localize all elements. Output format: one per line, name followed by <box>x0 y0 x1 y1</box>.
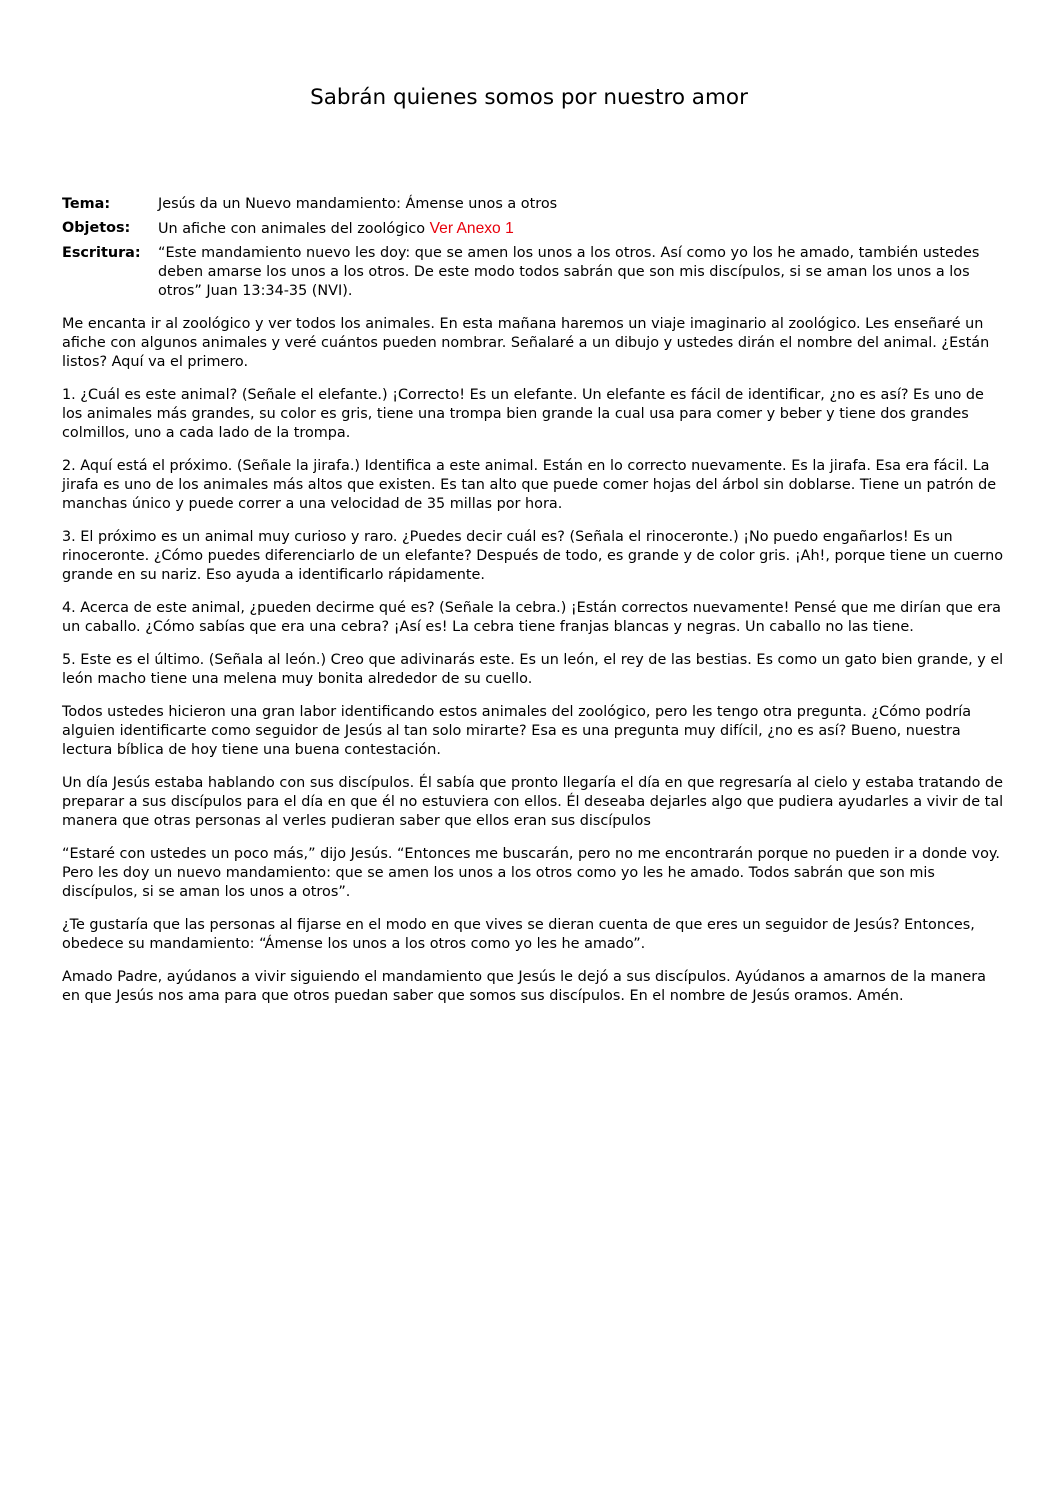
objetos-value: Un afiche con animales del zoológico <box>158 221 430 237</box>
paragraph: 1. ¿Cuál es este animal? (Señale el elefante.) ¡Correcto! Es un elefante. Un elefante es fácil de identificar, ¿no es así? Es uno de los animales más grandes, su color es gris, tiene una trompa bien grande la cual usa para comer y beber y tiene dos grandes colmillos, uno a cada lado de la trompa. <box>62 387 984 441</box>
document-body <box>62 315 1008 1020</box>
document-title: Sabrán quienes somos por nuestro amor <box>310 85 748 110</box>
paragraph: “Estaré con ustedes un poco más,” dijo Jesús. “Entonces me buscarán, pero no me encontrarán porque no pueden ir a donde voy. Pero les doy un nuevo mandamiento: que se amen los unos a los otros como yo les he amado. Todos sabrán que son mis discípulos, si se aman los unos a otros”. <box>62 846 1000 900</box>
paragraph: ¿Te gustaría que las personas al fijarse en el modo en que vives se dieran cuenta de que eres un seguidor de Jesús? Entonces, obedece su mandamiento: “Ámense los unos a los otros como yo les he amado”. <box>62 917 975 952</box>
paragraph: 4. Acerca de este animal, ¿pueden decirme qué es? (Señale la cebra.) ¡Están correctos nuevamente! Pensé que me dirían que era un caballo. ¿Cómo sabías que era una cebra? ¡Así es! La cebra tiene franjas blancas y negras. Un caballo no las tiene. <box>62 600 1001 635</box>
escritura-value: “Este mandamiento nuevo les doy: que se amen los unos a los otros. Así como yo los he amado, también ustedes deben amarse los unos a los otros. De este modo todos sabrán que son mis discípulos, si se aman los unos a los otros” Juan 13:34-35 (NVI). <box>158 245 980 299</box>
meta-row-objetos <box>62 219 1012 239</box>
paragraph: 3. El próximo es un animal muy curioso y raro. ¿Puedes decir cuál es? (Señala el rinoceronte.) ¡No puedo engañarlos! Es un rinoceronte. ¿Cómo puedes diferenciarlo de un elefante? Después de todo, es grande y de color gris. ¡Ah!, porque tiene un cuerno grande en su nariz. Eso ayuda a identificarlo rápidamente. <box>62 529 1004 583</box>
paragraph: Un día Jesús estaba hablando con sus discípulos. Él sabía que pronto llegaría el día en que regresaría al cielo y estaba tratando de preparar a sus discípulos para el día en que él no estuviera con ellos. Él deseaba dejarles algo que pudiera ayudarles a vivir de tal manera que otras personas al verles pudieran saber que ellos eran sus discípulos <box>62 775 1004 829</box>
meta-row-escritura <box>62 244 1012 301</box>
objetos-label: Objetos: <box>62 220 131 236</box>
paragraph: Todos ustedes hicieron una gran labor identificando estos animales del zoológico, pero les tengo otra pregunta. ¿Cómo podría alguien identificarte como seguidor de Jesús al tan solo mirarte? Esa es una pregunta muy difícil, ¿no es así? Bueno, nuestra lectura bíblica de hoy tiene una buena contestación. <box>62 704 972 758</box>
meta-row-tema <box>62 195 1012 214</box>
objetos-value-wrapper <box>158 219 1012 239</box>
paragraph: 5. Este es el último. (Señala al león.) Creo que adivinarás este. Es un león, el rey de las bestias. Es como un gato bien grande, y el león macho tiene una melena muy bonita alrededor de su cuello. <box>62 652 1004 687</box>
lesson-meta <box>62 195 1012 306</box>
paragraph: Amado Padre, ayúdanos a vivir siguiendo el mandamiento que Jesús le dejó a sus discípulos. Ayúdanos a amarnos de la manera en que Jesús nos ama para que otros puedan saber que somos sus discípulos. En el nombre de Jesús oramos. Amén. <box>62 969 986 1004</box>
anexo-link[interactable]: Ver Anexo 1 <box>429 220 514 237</box>
escritura-label: Escritura: <box>62 245 141 261</box>
tema-label: Tema: <box>62 196 111 212</box>
paragraph: Me encanta ir al zoológico y ver todos los animales. En esta mañana haremos un viaje imaginario al zoológico. Les enseñaré un afiche con algunos animales y veré cuántos pueden nombrar. Señalaré a un dibujo y ustedes dirán el nombre del animal. ¿Están listos? Aquí va el primero. <box>62 316 990 370</box>
paragraph: 2. Aquí está el próximo. (Señale la jirafa.) Identifica a este animal. Están en lo correcto nuevamente. Es la jirafa. Esa era fácil. La jirafa es uno de los animales más altos que existen. Es tan alto que puede comer hojas del árbol sin doblarse. Tiene un patrón de manchas único y puede correr a una velocidad de 35 millas por hora. <box>62 458 997 512</box>
tema-value: Jesús da un Nuevo mandamiento: Ámense unos a otros <box>158 196 558 212</box>
